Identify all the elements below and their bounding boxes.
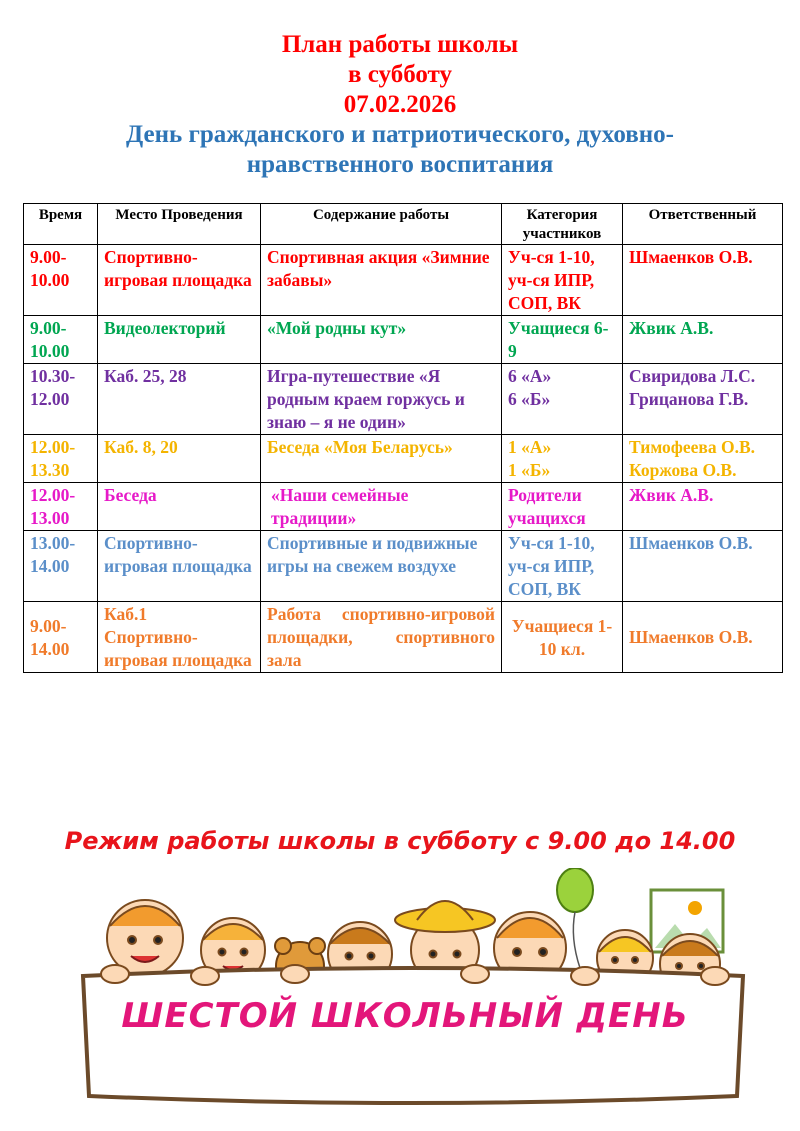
header-subtitle: в субботу xyxy=(348,61,452,88)
cell-participants: Уч-ся 1-10, уч-ся ИПР, СОП, ВК xyxy=(502,245,623,316)
header-time: Время xyxy=(24,204,98,245)
table-row xyxy=(24,483,783,531)
cell-participants: Уч-ся 1-10, уч-ся ИПР, СОП, ВК xyxy=(502,531,623,602)
cell-time: 12.00-13.30 xyxy=(24,435,98,483)
header-responsible: Ответственный xyxy=(623,204,783,245)
participant-class: 6 «Б» xyxy=(508,389,551,409)
cell-participants: Родители учащихся xyxy=(502,483,623,531)
header-theme-line2: нравственного воспитания xyxy=(246,151,554,178)
cell-content: Игра-путешествие «Я родным краем горжусь и знаю – я не один» xyxy=(261,364,502,435)
table-row xyxy=(24,602,783,673)
cell-place: Спортивно-игровая площадка xyxy=(98,531,261,602)
cell-content: «Наши семейные традиции» xyxy=(261,483,502,531)
cell-responsible: Жвик А.В. xyxy=(623,483,783,531)
cell-place: Спортивно-игровая площадка xyxy=(98,245,261,316)
cell-responsible: Жвик А.В. xyxy=(623,316,783,364)
cell-responsible: Шмаенков О.В. xyxy=(623,245,783,316)
table-row xyxy=(24,316,783,364)
responsible-person: Коржова О.В. xyxy=(629,460,737,480)
cell-content: Спортивные и подвижные игры на свежем воздухе xyxy=(261,531,502,602)
table-row xyxy=(24,245,783,316)
cell-time: 10.30-12.00 xyxy=(24,364,98,435)
plan-table xyxy=(23,203,783,673)
cell-content: «Мой родны кут» xyxy=(261,316,502,364)
cell-content: Работа спортивно-игровой площадки, спортивного зала xyxy=(261,602,502,673)
cell-participants: Учащиеся 6-9 xyxy=(502,316,623,364)
cell-time: 9.00-10.00 xyxy=(24,245,98,316)
cell-place xyxy=(98,602,261,673)
participant-class: 6 «А» xyxy=(508,366,552,386)
participant-class: 1 «Б» xyxy=(508,460,551,480)
schedule-note: Режим работы школы в субботу с 9.00 до 14.00 xyxy=(64,827,736,855)
cell-time: 13.00-14.00 xyxy=(24,531,98,602)
banner-caption: ШЕСТОЙ ШКОЛЬНЫЙ ДЕНЬ xyxy=(121,996,689,1036)
cell-time: 12.00-13.00 xyxy=(24,483,98,531)
cell-participants: Учащиеся 1-10 кл. xyxy=(502,602,623,673)
header-participants: Категория участников xyxy=(502,204,623,245)
cell-time: 9.00-10.00 xyxy=(24,316,98,364)
cell-place: Видеолекторий xyxy=(98,316,261,364)
cell-participants xyxy=(502,435,623,483)
participant-class: 1 «А» xyxy=(508,437,552,457)
header-place: Место Проведения xyxy=(98,204,261,245)
table-row xyxy=(24,531,783,602)
place-playground: Спортивно-игровая площадка xyxy=(104,627,252,670)
table-row xyxy=(24,435,783,483)
cell-responsible: Шмаенков О.В. xyxy=(623,602,783,673)
cell-responsible xyxy=(623,435,783,483)
cell-place: Каб. 25, 28 xyxy=(98,364,261,435)
cell-responsible: Шмаенков О.В. xyxy=(623,531,783,602)
table-row xyxy=(24,364,783,435)
header-date: 07.02.2026 xyxy=(343,91,457,118)
cell-content: Беседа «Моя Беларусь» xyxy=(261,435,502,483)
table-header-row xyxy=(24,204,783,245)
place-cabinet: Каб.1 xyxy=(104,604,148,624)
cell-place: Беседа xyxy=(98,483,261,531)
kids-banner-illustration xyxy=(55,868,765,1118)
header-title: План работы школы xyxy=(281,31,519,58)
header-content: Содержание работы xyxy=(261,204,502,245)
cell-place: Каб. 8, 20 xyxy=(98,435,261,483)
page-header xyxy=(0,30,800,180)
responsible-person: Тимофеева О.В. xyxy=(629,437,756,457)
cell-time: 9.00-14.00 xyxy=(24,602,98,673)
cell-participants xyxy=(502,364,623,435)
cell-responsible: Свиридова Л.С. Грицанова Г.В. xyxy=(623,364,783,435)
header-theme-line1: День гражданского и патриотического, духовно- xyxy=(126,121,674,148)
cell-content: Спортивная акция «Зимние забавы» xyxy=(261,245,502,316)
